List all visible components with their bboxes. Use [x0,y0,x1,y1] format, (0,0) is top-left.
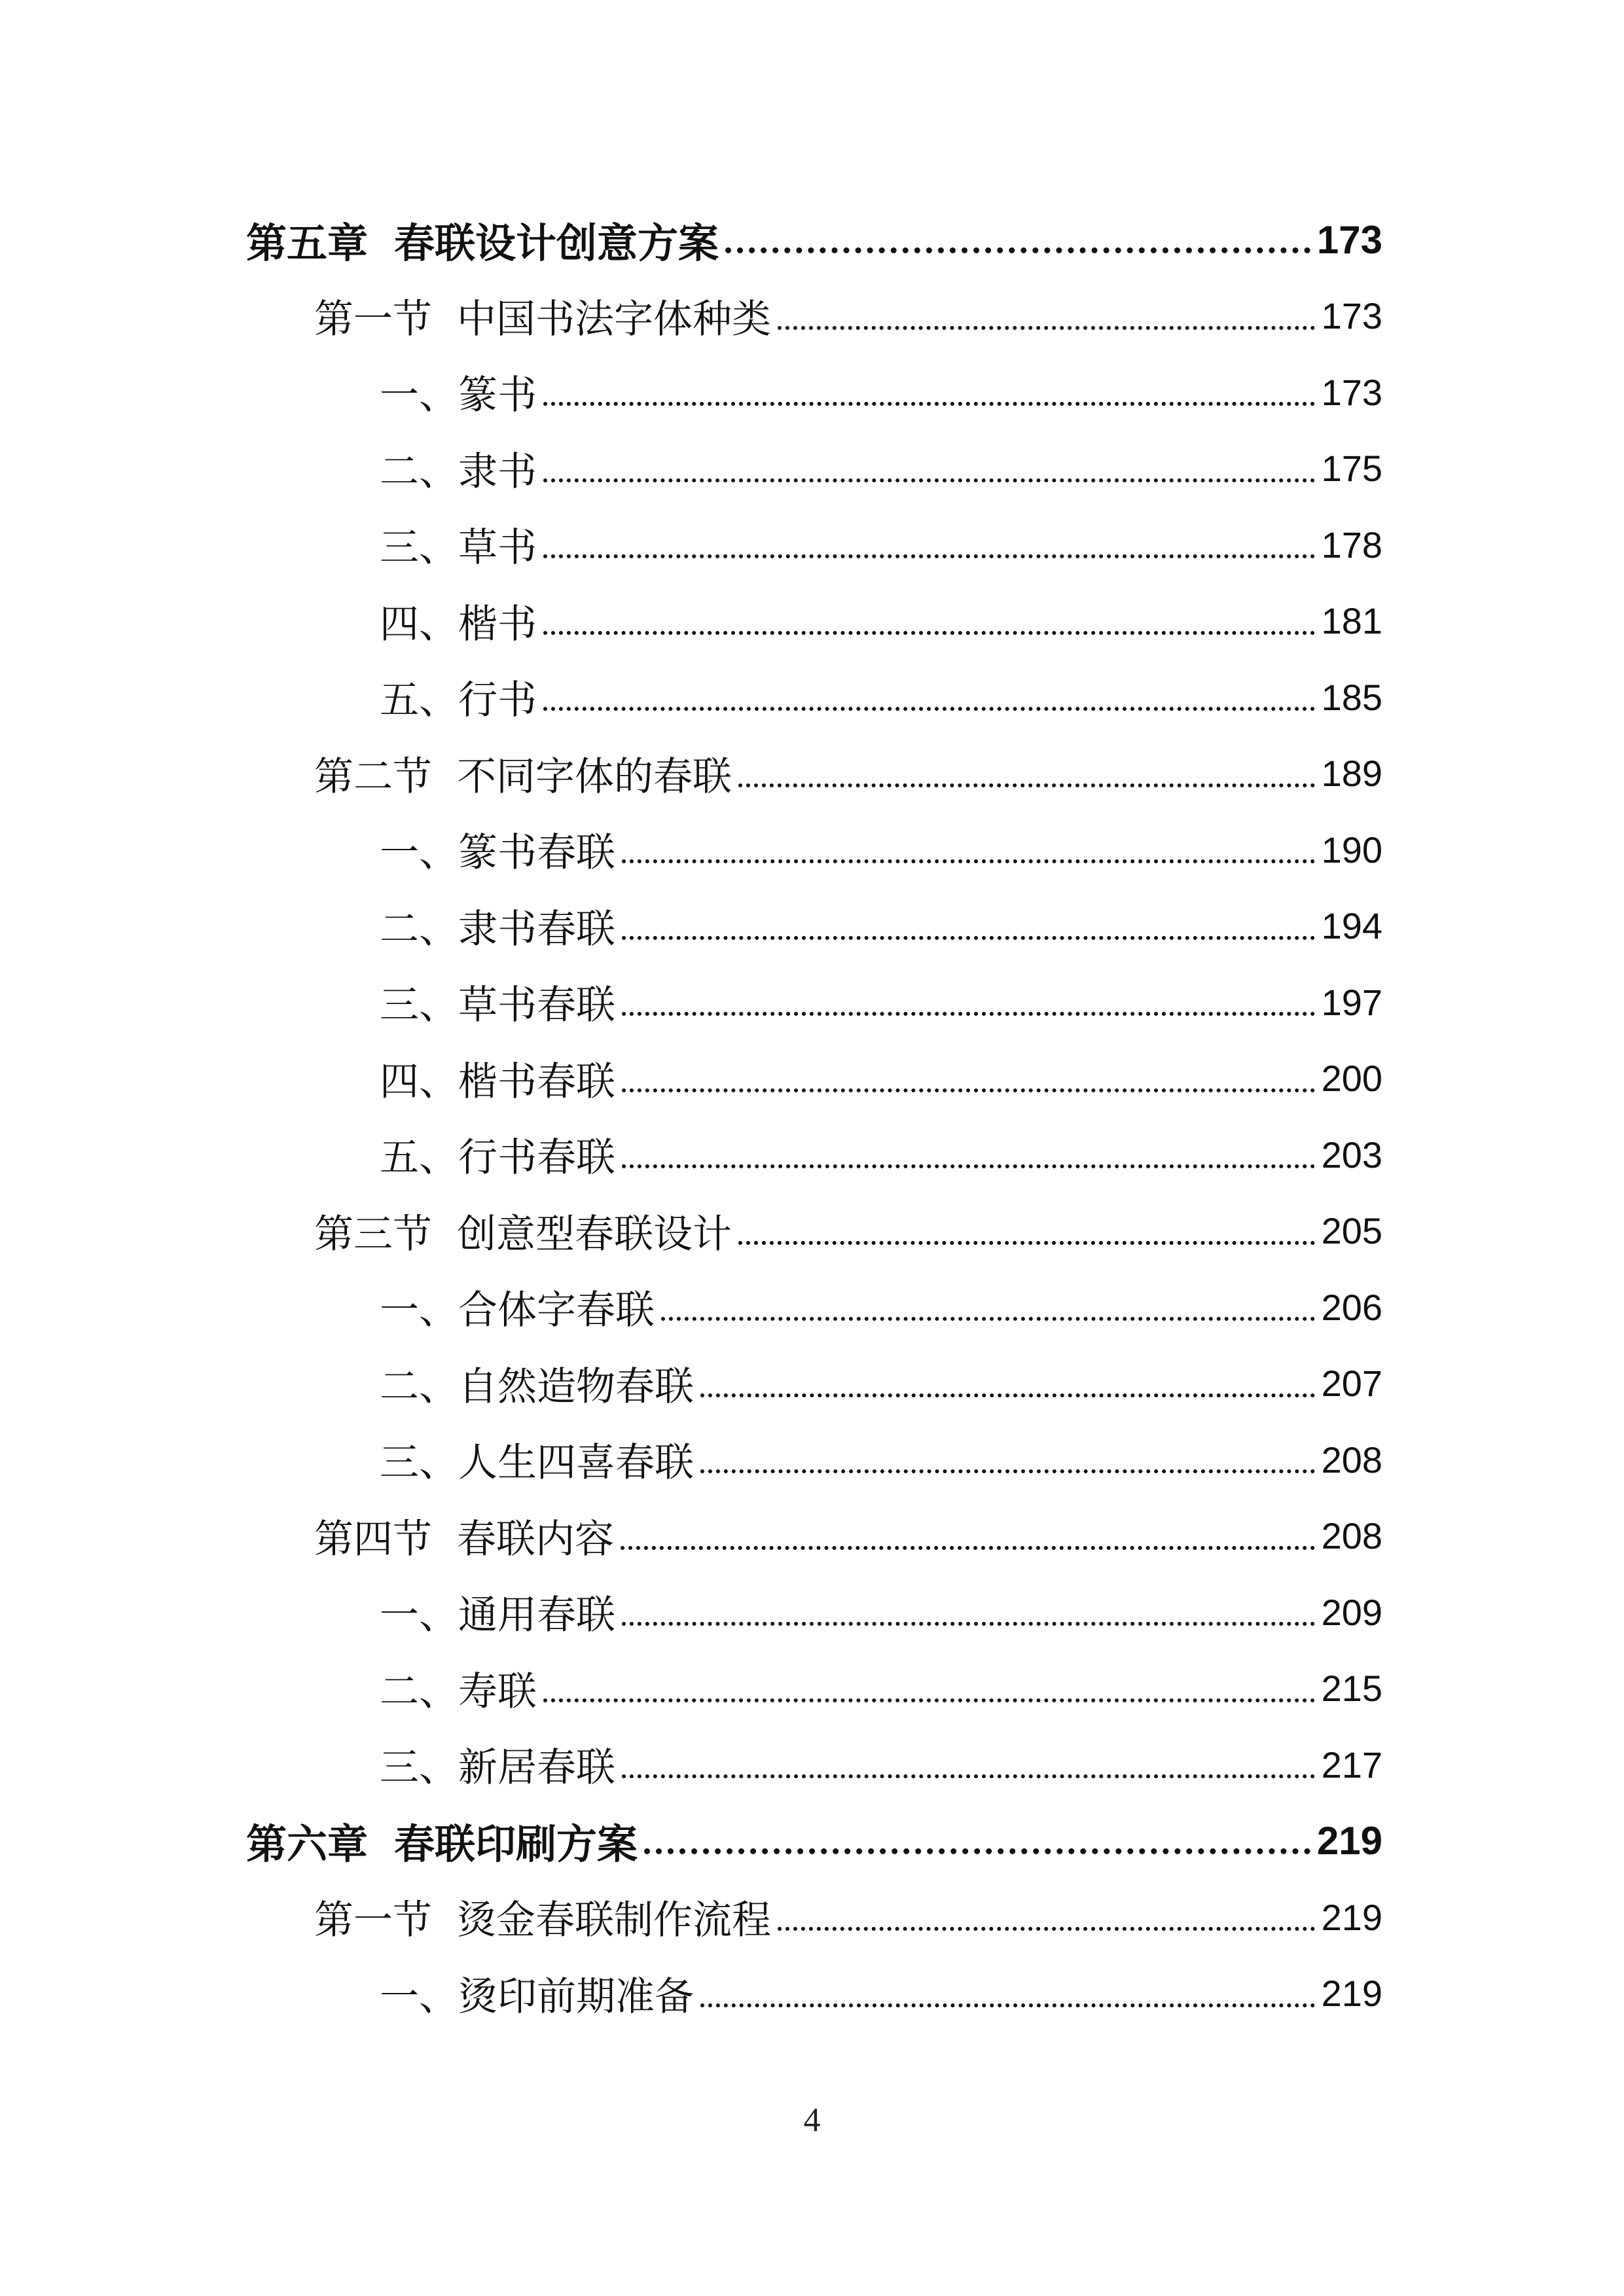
toc-entry-number: 二、 [380,906,458,952]
toc-entry-title: 篆书 [458,372,537,418]
toc-entry-page-number: 185 [1321,676,1382,718]
toc-entry-title: 篆书春联 [458,830,615,876]
toc-entry-number: 二、 [380,1668,458,1715]
toc-entry-title: 寿联 [458,1668,537,1715]
toc-entry-title: 隶书 [458,448,537,495]
dot-leader [622,1774,1315,1778]
toc-entry-item[interactable] [380,895,1382,958]
toc-entry-item[interactable] [380,1733,1382,1796]
toc-entry-page-number: 207 [1321,1363,1382,1404]
dot-leader [622,1164,1315,1168]
toc-entry-title: 合体字春联 [458,1287,655,1333]
toc-entry-page-number: 181 [1321,600,1382,641]
toc-entry-number: 第六章 [246,1820,369,1868]
dot-leader [700,1393,1315,1397]
toc-entry-page-number: 173 [1316,217,1382,262]
toc-entry-title: 中国书法字体种类 [457,296,771,342]
toc-entry-number: 第三节 [314,1211,432,1257]
toc-entry-number: 三、 [380,525,458,571]
dot-leader [622,859,1315,863]
toc-entry-page-number: 205 [1321,1210,1382,1251]
toc-entry-number: 第一节 [314,1897,432,1943]
toc-entry-title: 草书 [458,525,537,571]
toc-entry-item[interactable] [380,818,1382,881]
toc-entry-number: 二、 [380,1363,458,1410]
toc-entry-page-number: 175 [1321,448,1382,489]
toc-entry-title: 创意型春联设计 [457,1211,732,1257]
toc-entry-page-number: 219 [1316,1819,1382,1863]
toc-entry-number: 第四节 [314,1516,432,1562]
dot-leader [700,1469,1315,1473]
dot-leader [543,402,1315,406]
dot-leader [778,326,1315,330]
toc-entry-page-number: 197 [1321,981,1382,1023]
page-number: 4 [803,2102,821,2139]
toc-entry-chapter[interactable] [246,1810,1382,1873]
dot-leader [622,1088,1315,1092]
toc-entry-number: 四、 [380,1058,458,1105]
dot-leader [644,1848,1310,1854]
toc-entry-title: 楷书 [458,601,537,647]
toc-entry-item[interactable] [380,1352,1382,1415]
toc-entry-number: 一、 [380,830,458,876]
toc-entry-item[interactable] [380,1657,1382,1720]
toc-entry-item[interactable] [380,1123,1382,1186]
dot-leader [543,631,1315,635]
dot-leader [543,1698,1315,1702]
toc-entry-title: 行书春联 [458,1135,615,1181]
toc-entry-title: 烫印前期准备 [458,1973,694,2020]
toc-entry-section[interactable] [314,285,1382,348]
toc-entry-item[interactable] [380,1428,1382,1491]
toc-entry-page-number: 209 [1321,1591,1382,1633]
toc-entry-number: 五、 [380,1135,458,1181]
toc-entry-number: 五、 [380,677,458,723]
toc-entry-section[interactable] [314,1505,1382,1568]
dot-leader [621,1546,1315,1550]
toc-entry-page-number: 208 [1321,1439,1382,1480]
toc-entry-item[interactable] [380,971,1382,1033]
toc-entry-page-number: 217 [1321,1744,1382,1785]
toc-entry-page-number: 203 [1321,1134,1382,1175]
toc-entry-page-number: 219 [1321,1973,1382,2014]
toc-entry-section[interactable] [314,1886,1382,1948]
toc-entry-number: 二、 [380,448,458,495]
toc-entry-item[interactable] [380,1962,1382,2025]
toc-entry-title: 隶书春联 [458,906,615,952]
toc-entry-title: 春联设计创意方案 [394,219,719,267]
toc-entry-title: 新居春联 [458,1745,615,1791]
toc-entry-page-number: 189 [1321,753,1382,794]
toc-entry-page-number: 219 [1321,1896,1382,1938]
dot-leader [778,1927,1315,1931]
dot-leader [622,936,1315,940]
toc-entry-item[interactable] [380,361,1382,423]
toc-entry-number: 一、 [380,1592,458,1638]
toc-entry-number: 第五章 [246,219,369,267]
dot-leader [725,247,1310,253]
toc-entry-item[interactable] [380,1276,1382,1338]
toc-entry-item[interactable] [380,1581,1382,1643]
dot-leader [622,1012,1315,1016]
dot-leader [738,783,1315,787]
toc-entry-title: 通用春联 [458,1592,615,1638]
toc-entry-page-number: 208 [1321,1515,1382,1556]
dot-leader [543,478,1315,482]
toc-entry-number: 第一节 [314,296,432,342]
dot-leader [700,2003,1315,2007]
toc-entry-page-number: 178 [1321,524,1382,565]
toc-entry-section[interactable] [314,742,1382,805]
toc-entry-number: 一、 [380,1287,458,1333]
toc-entry-number: 一、 [380,1973,458,2020]
toc-entry-title: 烫金春联制作流程 [457,1897,771,1943]
toc-entry-title: 春联内容 [457,1516,614,1562]
toc-entry-number: 第二节 [314,753,432,800]
toc-entry-title: 行书 [458,677,537,723]
toc-entry-item[interactable] [380,666,1382,728]
dot-leader [543,554,1315,558]
toc-entry-page-number: 173 [1321,371,1382,413]
toc-entry-title: 春联印刷方案 [394,1820,638,1868]
toc-entry-title: 人生四喜春联 [458,1440,694,1486]
toc-entry-page-number: 215 [1321,1668,1382,1709]
toc-entry-number: 三、 [380,1745,458,1791]
dot-leader [738,1241,1315,1245]
toc-entry-title: 不同字体的春联 [457,753,732,800]
toc-entry-item[interactable] [380,437,1382,500]
dot-leader [661,1317,1315,1321]
toc-entry-number: 三、 [380,1440,458,1486]
toc-entry-number: 三、 [380,982,458,1028]
toc-entry-title: 楷书春联 [458,1058,615,1105]
toc-entry-section[interactable] [314,1200,1382,1263]
toc-entry-page-number: 173 [1321,295,1382,336]
dot-leader [543,707,1315,711]
toc-entry-title: 草书春联 [458,982,615,1028]
toc-entry-title: 自然造物春联 [458,1363,694,1410]
toc-entry-page-number: 200 [1321,1058,1382,1099]
toc-entry-item[interactable] [380,513,1382,576]
toc-entry-chapter[interactable] [246,208,1382,271]
toc-entry-page-number: 206 [1321,1286,1382,1328]
toc-entry-number: 四、 [380,601,458,647]
toc-entry-item[interactable] [380,590,1382,653]
dot-leader [622,1622,1315,1626]
toc-entry-item[interactable] [380,1047,1382,1110]
toc-entry-page-number: 194 [1321,905,1382,946]
toc-entry-number: 一、 [380,372,458,418]
toc-entry-page-number: 190 [1321,829,1382,870]
